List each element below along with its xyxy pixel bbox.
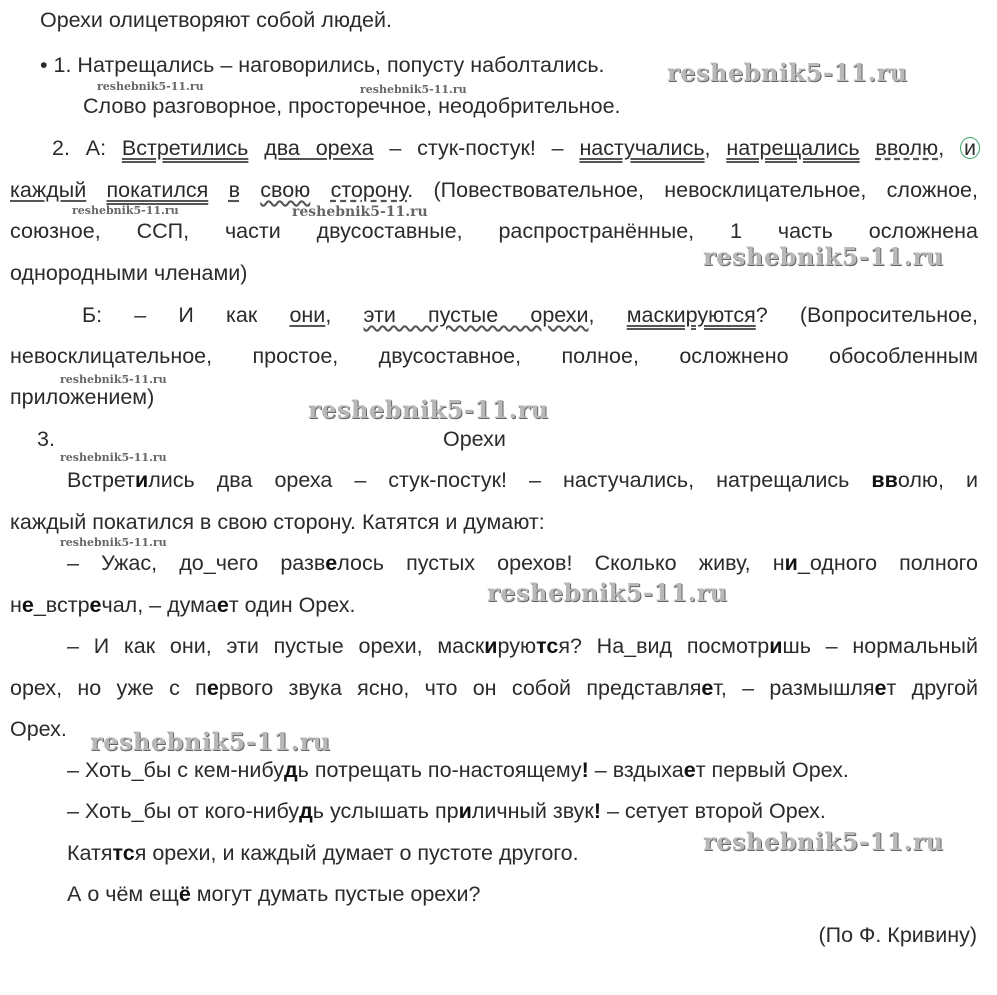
text-fragment: т, – размышля: [713, 676, 875, 700]
item2a-line1: [52, 135, 980, 161]
text-fragment: я орехи, и каждый думает о пустоте другого.: [134, 841, 579, 865]
watermark: reshebnik5-11.ru: [308, 395, 549, 424]
item2a-text: – стук-постук! –: [389, 136, 564, 160]
bold-letter: е: [874, 676, 887, 700]
story-title: Орехи: [443, 427, 506, 451]
bold-letter: е: [89, 593, 102, 617]
source-attribution: (По Ф. Кривину): [818, 923, 977, 947]
text-fragment: т другой: [886, 676, 978, 700]
text-fragment: – Хоть_бы с кем-нибу: [67, 758, 285, 782]
bold-letter: и: [458, 799, 472, 823]
item2b-analysis: ? (Вопросительное,: [755, 303, 979, 327]
watermark: reshebnik5-11.ru: [97, 80, 204, 93]
text-fragment: н: [10, 593, 22, 617]
watermark: reshebnik5-11.ru: [667, 58, 908, 87]
text-fragment: – Хоть_бы от кого-нибу: [67, 799, 300, 823]
story-p4: [67, 757, 849, 783]
bold-letter: е: [325, 551, 338, 575]
text-fragment: Катя: [67, 841, 113, 865]
conjunction-circle: и: [960, 137, 980, 159]
watermark: reshebnik5-11.ru: [703, 827, 944, 856]
text-fragment: _одного полного: [797, 551, 978, 575]
story-p2-line1: [67, 550, 978, 576]
predicate-underline: Встретились: [121, 136, 249, 160]
story-p3-line3: Орех.: [10, 717, 67, 741]
item2b-line3: приложением): [10, 385, 155, 409]
text-fragment: А о чём ещ: [67, 882, 179, 906]
item2a-prefix: 2. А:: [52, 136, 107, 160]
story-p7: [67, 881, 481, 907]
text-fragment: лось пустых орехов! Сколько живу, н: [337, 551, 785, 575]
text-fragment: орех, но уже с п: [10, 676, 207, 700]
bold-letter: ё: [178, 882, 191, 906]
text-fragment: я? На_вид посмотр: [558, 634, 770, 658]
text-fragment: Встрет: [67, 468, 135, 492]
bold-letter: д: [284, 758, 298, 782]
bold-letter: е: [701, 676, 714, 700]
watermark: reshebnik5-11.ru: [72, 204, 179, 217]
intro-line: Орехи олицетворяют собой людей.: [40, 8, 392, 32]
item2b-text: Б: – И как: [82, 303, 258, 327]
text-fragment: шь – нормальный: [782, 634, 979, 658]
text-fragment: – Ужас, до_чего разв: [67, 551, 326, 575]
bold-letter: !: [593, 799, 602, 823]
adverbial-underline: сторону: [330, 178, 408, 202]
bold-letter: тс: [536, 634, 559, 658]
watermark: reshebnik5-11.ru: [60, 373, 167, 386]
text-fragment: _встр: [33, 593, 90, 617]
item2a-analysis: . (Повествовательное, невосклицательное, сложное,: [407, 178, 978, 202]
text-fragment: – вздыха: [588, 758, 684, 782]
comma: ,: [588, 303, 595, 327]
story-p3-line1: [67, 633, 978, 659]
comma: ,: [704, 136, 711, 160]
item1-note: Слово разговорное, просторечное, неодобрительное.: [83, 94, 621, 118]
subject-underline: два ореха: [264, 136, 374, 160]
watermark: reshebnik5-11.ru: [703, 242, 944, 271]
text-fragment: т первый Орех.: [695, 758, 849, 782]
attribute-underline: свою: [260, 178, 311, 202]
bold-letter: и: [769, 634, 783, 658]
bold-letter: д: [299, 799, 313, 823]
text-fragment: лись два ореха – стук-постук! – настучались, натрещались: [148, 468, 872, 492]
bold-letter: е: [683, 758, 696, 782]
bold-letter: е: [206, 676, 219, 700]
text-fragment: чал, – дума: [101, 593, 217, 617]
item1-line: [40, 52, 605, 78]
bold-letter: !: [581, 758, 589, 782]
predicate-underline: покатился: [106, 178, 209, 202]
bold-letter: и: [484, 634, 498, 658]
bold-letter: вв: [871, 468, 898, 492]
bold-letter: тс: [112, 841, 135, 865]
item2b-line2: невосклицательное, простое, двусоставное, полное, осложнено обособленным: [10, 344, 978, 368]
text-fragment: рвого звука ясно, что он собой представля: [218, 676, 702, 700]
text-fragment: – сетует второй Орех.: [601, 799, 826, 823]
story-p6: [67, 840, 579, 866]
predicate-underline: натрещались: [726, 136, 860, 160]
story-p2-line2: [10, 592, 355, 618]
item2b-line1: [82, 302, 978, 328]
text-fragment: личный звук: [471, 799, 594, 823]
adverbial-underline: в: [228, 178, 240, 202]
watermark: reshebnik5-11.ru: [90, 727, 331, 756]
story-p3-line2: [10, 675, 978, 701]
watermark: reshebnik5-11.ru: [60, 536, 167, 549]
text-fragment: рую: [497, 634, 537, 658]
bold-letter: е: [21, 593, 34, 617]
story-p1-line2: каждый покатился в свою сторону. Катятся и думают:: [10, 510, 545, 534]
bullet: •: [40, 53, 48, 77]
text-fragment: – И как они, эти пустые орехи, маск: [67, 634, 485, 658]
watermark: reshebnik5-11.ru: [292, 204, 428, 220]
appositive-underline: эти пустые орехи: [363, 303, 589, 327]
item3-number: 3.: [37, 427, 55, 451]
story-p1-line1: [67, 467, 978, 493]
watermark: reshebnik5-11.ru: [60, 451, 167, 464]
watermark: reshebnik5-11.ru: [487, 578, 728, 607]
bold-letter: и: [784, 551, 798, 575]
subject-underline: каждый: [10, 178, 87, 202]
item2a-line4: однородными членами): [10, 261, 248, 285]
item1-text: 1. Натрещались – наговорились, попусту наболтались.: [53, 53, 605, 77]
adverbial-underline: вволю: [875, 136, 939, 160]
predicate-underline: настучались: [579, 136, 705, 160]
item2a-line2: [10, 177, 978, 203]
predicate-underline: маскируются: [626, 303, 756, 327]
item2a-line3: союзное, ССП, части двусоставные, распространённые, 1 часть осложнена: [10, 219, 978, 243]
text-fragment: ь услышать пр: [312, 799, 459, 823]
bold-letter: е: [216, 593, 229, 617]
story-p5: [67, 798, 826, 824]
comma: ,: [325, 303, 332, 327]
text-fragment: ь потрещать по-настоящему: [297, 758, 582, 782]
watermark: reshebnik5-11.ru: [360, 83, 467, 96]
text-fragment: т один Орех.: [228, 593, 356, 617]
text-fragment: олю, и: [897, 468, 978, 492]
bold-letter: и: [135, 468, 149, 492]
subject-underline: они: [289, 303, 326, 327]
text-fragment: могут думать пустые орехи?: [190, 882, 481, 906]
comma: ,: [938, 136, 945, 160]
